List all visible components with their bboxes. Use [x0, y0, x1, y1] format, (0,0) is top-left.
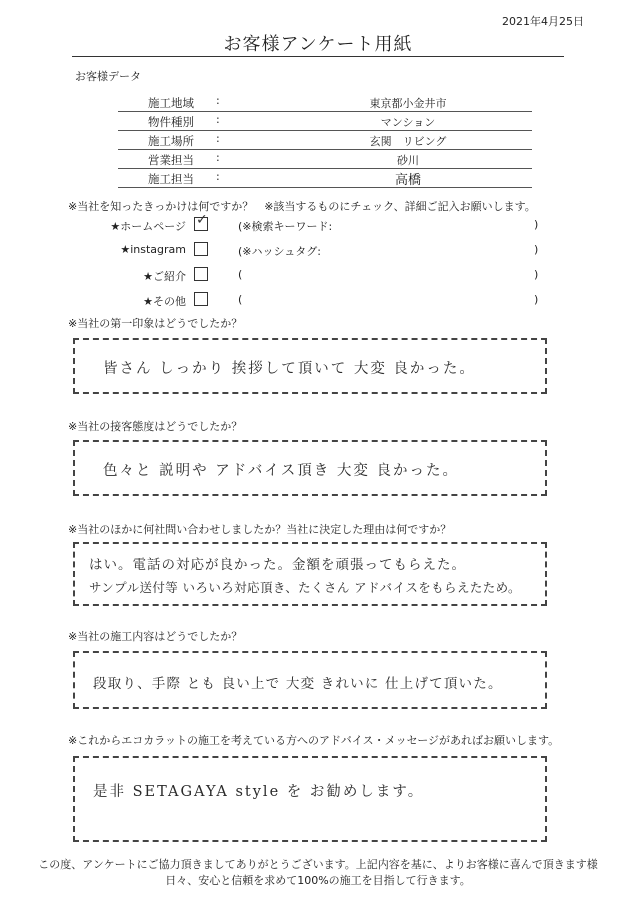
- data-label: 営業担当: [148, 153, 194, 167]
- page-title: お客様アンケート用紙: [223, 34, 413, 55]
- answer-box-first-impression: [73, 338, 547, 394]
- option-detail: (: [238, 293, 243, 306]
- option-detail: (: [238, 268, 243, 281]
- option-close-paren: ): [534, 268, 539, 281]
- question-customer-service: ※当社の接客態度はどうでしたか？: [68, 420, 243, 433]
- data-value: 砂川: [397, 154, 419, 167]
- answer-box-construction: [73, 651, 547, 709]
- option-row-homepage: [0, 212, 636, 236]
- survey-date: 2021年4月25日: [502, 15, 584, 28]
- option-label: ★instagram: [120, 243, 186, 256]
- footer-message-line1: この度、アンケートにご協力頂きましてありがとうございます。上記内容を基に、よりお客様に喜んで頂きます様: [38, 858, 598, 871]
- option-row-referral: [0, 266, 636, 286]
- answer-box-other-companies: [73, 542, 547, 606]
- data-colon: :: [216, 151, 220, 164]
- data-row-location: [118, 131, 532, 150]
- data-colon: :: [216, 132, 220, 145]
- homepage-checkbox[interactable]: [194, 212, 208, 231]
- data-value: 玄関 リビング: [369, 135, 447, 148]
- title-underline: [72, 56, 564, 57]
- question-how-found: ※当社を知ったきっかけは何ですか？ ※該当するものにチェック、詳細ご記入お願いします。: [68, 200, 536, 213]
- data-label: 施工担当: [148, 172, 194, 186]
- data-colon: :: [216, 94, 220, 107]
- answer-text: 段取り、手際 とも 良い上で 大変 きれいに 仕上げて頂いた。: [93, 676, 503, 692]
- answer-box-advice-message: [73, 756, 547, 842]
- question-first-impression: ※当社の第一印象はどうでしたか？: [68, 317, 243, 330]
- question-advice-message: ※これからエコカラットの施工を考えている方へのアドバイス・メッセージがあればお願いします。: [68, 734, 560, 747]
- option-row-other: [0, 291, 636, 311]
- answer-text: 皆さん しっかり 挨拶して頂いて 大変 良かった。: [103, 361, 476, 377]
- data-colon: :: [216, 170, 220, 183]
- option-label: ★ホームページ: [110, 220, 186, 233]
- option-detail: (※検索キーワード:: [238, 220, 333, 233]
- option-close-paren: ): [534, 243, 539, 256]
- data-row-property-type: [118, 112, 532, 131]
- answer-text-line2: サンプル送付等 いろいろ対応頂き、たくさん アドバイスをもらえたため。: [89, 580, 521, 595]
- data-label: 施工場所: [148, 134, 194, 148]
- data-value-handwritten: 高橋: [394, 173, 421, 188]
- data-label: 施工地域: [148, 96, 194, 110]
- footer-message-line2: 日々、安心と信頼を求めて100%の施工を目指して行きます。: [165, 874, 471, 887]
- option-row-instagram: [0, 241, 636, 261]
- option-label: ★その他: [143, 295, 186, 308]
- data-value: マンション: [380, 116, 436, 129]
- check-mark-icon: ✓: [196, 212, 208, 228]
- data-colon: :: [216, 113, 220, 126]
- answer-text: 色々と 説明や アドバイス頂き 大変 良かった。: [103, 463, 459, 479]
- answer-text: 是非 SETAGAYA style を お勧めします。: [93, 784, 425, 800]
- option-label: ★ご紹介: [143, 270, 186, 283]
- customer-data-heading: お客様データ: [75, 70, 141, 83]
- other-checkbox[interactable]: [194, 292, 208, 306]
- answer-box-customer-service: [73, 440, 547, 496]
- option-close-paren: ): [534, 218, 539, 231]
- data-label: 物件種別: [148, 115, 194, 129]
- referral-checkbox[interactable]: [194, 267, 208, 281]
- question-construction: ※当社の施工内容はどうでしたか？: [68, 630, 243, 643]
- option-close-paren: ): [534, 293, 539, 306]
- data-row-area: [118, 93, 532, 112]
- data-row-installer: [118, 169, 532, 188]
- instagram-checkbox[interactable]: [194, 242, 208, 256]
- customer-data-table: [118, 93, 532, 188]
- question-other-companies: ※当社のほかに何社問い合わせしましたか？当社に決定した理由は何ですか？: [68, 523, 452, 536]
- data-value: 東京都小金井市: [369, 97, 447, 110]
- option-detail: (※ハッシュタグ:: [238, 245, 321, 258]
- answer-text-line1: はい。電話の対応が良かった。金額を頑張ってもらえた。: [89, 557, 466, 573]
- data-row-sales: [118, 150, 532, 169]
